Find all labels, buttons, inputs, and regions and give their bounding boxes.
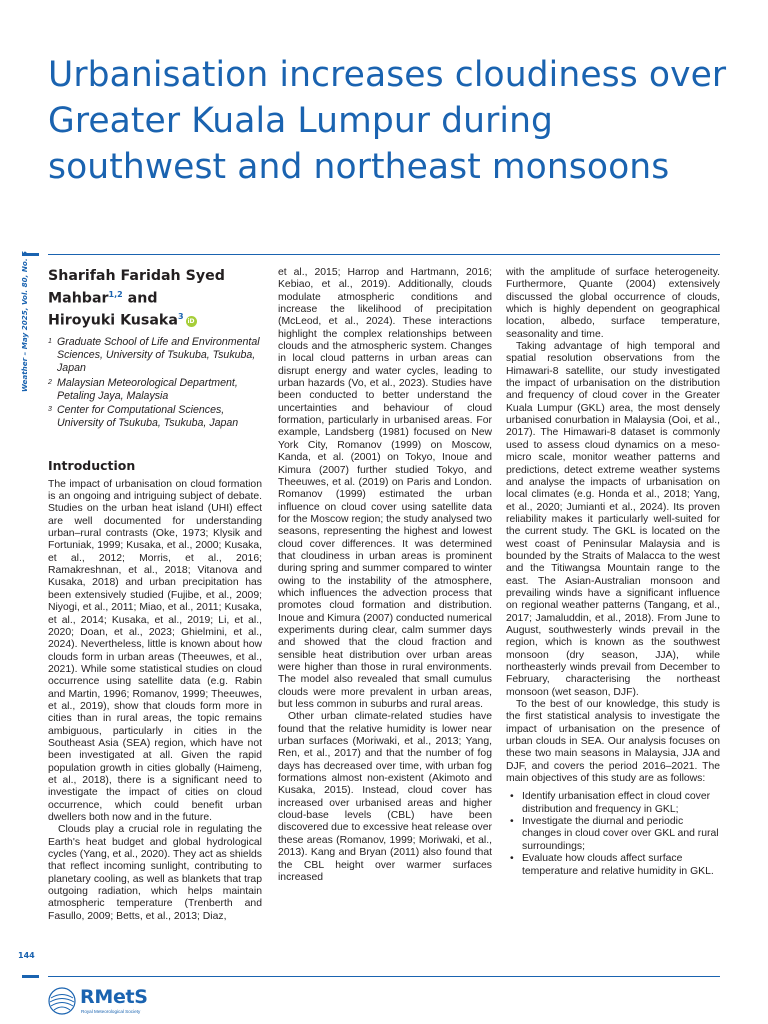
affiliation [48,377,262,403]
author-affiliation-sup: 1,2 [108,289,123,299]
affiliation-text: Graduate School of Life and Environmental Sciences, University of Tsukuba, Tsukuba, Japan [57,335,260,375]
author-affiliation-sup: 3 [177,311,184,321]
list-item: • Identify urbanisation effect in cloud cover distribution and frequency in GKL; [506,791,720,816]
list-item: • Evaluate how clouds affect surface temperature and relative humidity in GKL. [506,853,720,878]
author-list [48,267,262,330]
header-rule [48,254,720,255]
rmets-logo[interactable] [48,986,218,1018]
affiliation-text: Malaysian Meteorological Department, Petaling Jaya, Malaysia [57,376,238,402]
paragraph: Other urban climate-related studies have found that the relative humidity is lower near urban surfaces (Moriwaki, et al., 2013; Yang, Ren, et al., 2017) and that the number of fog days has decreased over time, with urban fog formations almost non-existent (Akimoto and Kusaka, 2015). Instead, cloud cover has increased over urbanised areas and higher cloud-base levels (CBL) have been discovered due to excessive heat release over these areas (Romanov, 1999; Moriwaki, et al., 2013). Kang and Bryan (2011) also found that the CBL height over warmer surfaces increased [278,711,492,883]
affiliation-number: 1 [48,337,52,345]
column-2 [278,267,492,884]
section-heading: Introduction [48,458,136,474]
paragraph: Clouds play a crucial role in regulating the Earth's heat budget and global hydrological cycles (Yang, et al., 2020). They act as shields that reflect incoming sunlight, contributing to planetary cooling, as well as blankets that trap outgoing radiation, which helps maintain atmospheric temperature (Trenberth and Fasullo, 2009; Betts, et al., 2013; Diaz, [48,824,262,922]
paragraph: with the amplitude of surface heterogeneity. Furthermore, Quante (2004) extensively discussed the global occurrence of clouds, which is highly dependent on geographical location, albedo, surface temperature, seasonality and time. [506,267,720,340]
author-conjunction: and [122,290,158,307]
paragraph: The impact of urbanisation on cloud formation is an ongoing and intriguing subject of debate. Studies on the urban heat island (UHI) effect are well documented for understanding urban–rural contrasts (Oke, 1973; Klysik and Fortuniak, 1999; Kusaka, et al., 2000; Kusaka, et al., 2012; Morris, et al., 2016; Ramakreshnan, et al., 2018; Vitanova and Kusaka, 2018) and urban precipitation has been extensively studied (Fujibe, et al., 2009; Niyogi, et al., 2011; Miao, et al., 2011; Kusaka, et al., 2014; Kusaka, et al., 2019; Li, et al., 2020; Doan, et al., 2023; Ghielmini, et al., 2024). Nevertheless, little is known about how clouds form in urban areas (Theeuwes, et al., 2021). While some statistical studies on cloud occurrence using satellite data (e.g. Rabin and Martin, 1996; Romanov, 1999; Theeuwes, et al., 2019), show that clouds form more in cities than in rural areas, the topic remains ambiguous, particularly in cities in the Southeast Asia (SEA) region, which have not been investigated at all. Given the rapid population growth in cities globally (Haimeng, et al., 2018), there is a significant need to investigate the impact of cities on cloud occurrence, which could benefit urban dwellers both now and in the future. [48,478,262,824]
article-title: Urbanisation increases cloudiness over Greater Kuala Lumpur during southwest and northeast monsoons [48,55,727,187]
paragraph: Taking advantage of high temporal and spatial resolution observations from the Himawari-8 satellite, our study investigated the impact of urbanisation on the distribution and frequency of cloud cover in the Greater Kuala Lumpur (GKL) area, the most densely urbanised conurbation in Malaysia (Ooi, et al., 2017). The Himawari-8 dataset is commonly used to assess cloud dynamics on a meso-micro scale, monitor weather patterns and predictions, detect extreme weather systems and analyse the impacts of urbanisation on local climates (e.g. Honda et al., 2018; Yang, et al., 2020; Jumianti et al., 2024). Its proven reliability makes it particularly well-suited for the current study. The GKL is located on the west coast of Peninsular Malaysia and is bounded by the Straits of Malacca to the west and the Titiwangsa Mountain range to the east. The Asian-Australian monsoon and prevailing winds have a significant influence on regional weather patterns (Tangang, et al., 2017; Jamaluddin, et al., 2018). From June to August, southwesterly winds prevail in the region, which is known as the southwest monsoon (dry season, JJA), while northeasterly winds prevail from December to February, characterising the northeast monsoon (wet season, DJF). [506,341,720,698]
objectives-list [506,791,720,877]
rmets-globe-icon [48,987,76,1015]
affiliation [48,404,262,430]
paragraph: et al., 2015; Harrop and Hartmann, 2016; Kebiao, et al., 2019). Additionally, clouds modulate atmospheric conditions and increase the likelihood of precipitation (McLeod, et al., 2024). These interactions highlight the complex relationships between clouds and the atmospheric system. Changes in local cloud patterns in urban areas can disrupt energy and water cycles, leading to urban hazards (Vo, et al., 2023). Studies have been conducted to better understand the uncertainties and behaviour of cloud formation, particularly in urbanised areas. For example, Landsberg (1981) focused on New York City, Romanov (1999) on Moscow, Kanda, et al. (2001) on Tokyo, Inoue and Kimura (2007) further studied Tokyo, and Theeuwes, et al. (2019) on Paris and London. Romanov (1999) estimated the urban influence on cloud cover using satellite data for the Moscow region; the study analysed two seasons, representing the highest and lowest cloud cover differences. It was determined that cloudiness in urban areas is prominent during spring and summer compared to winter owing to the instability of the atmosphere, which influences the advection process that promotes cloud formation and distribution. Inoue and Kimura (2007) conducted numerical experiments during clear, calm summer days and showed that the cloud fraction and sensible heat distribution over urban areas were higher than those in rural environments. The model also revealed that small cumulus clouds were more prevalent in urban areas, but less common in suburbs and rural areas. [278,267,492,711]
affiliation [48,336,262,376]
author-name-part: Hiroyuki Kusaka [48,312,178,329]
logo-subtitle: Royal Meteorological Society [81,1009,141,1014]
list-item: • Investigate the diurnal and periodic changes in cloud cover over GKL and rural surroundings; [506,816,720,853]
author-name-part: Sharifah Faridah Syed [48,268,225,284]
column-3 [506,267,720,878]
affiliation-text: Center for Computational Sciences, University of Tsukuba, Tsukuba, Japan [57,403,239,430]
column-1 [48,267,262,923]
paragraph: To the best of our knowledge, this study is the first statistical analysis to investigate the impact of urbanisation on the presence of urban clouds in SEA. Our analysis focuses on these two main seasons in Malaysia, JJA and DJF, and covers the period 2016–2021. The main objectives of this study are as follows: [506,699,720,785]
author-name-part: Mahbar [48,290,109,307]
running-head [20,250,42,392]
logo-wordmark: RMetS [80,986,148,1008]
running-head-text: Weather – May 2025, Vol. 80, No. 5 [20,250,29,392]
orcid-icon[interactable]: iD [187,318,195,326]
affiliation-number: 2 [48,378,52,386]
affiliation-number: 3 [48,405,52,413]
page-number: 144 [18,951,35,960]
footer-accent-bar [22,975,39,978]
footer-rule [48,976,720,977]
